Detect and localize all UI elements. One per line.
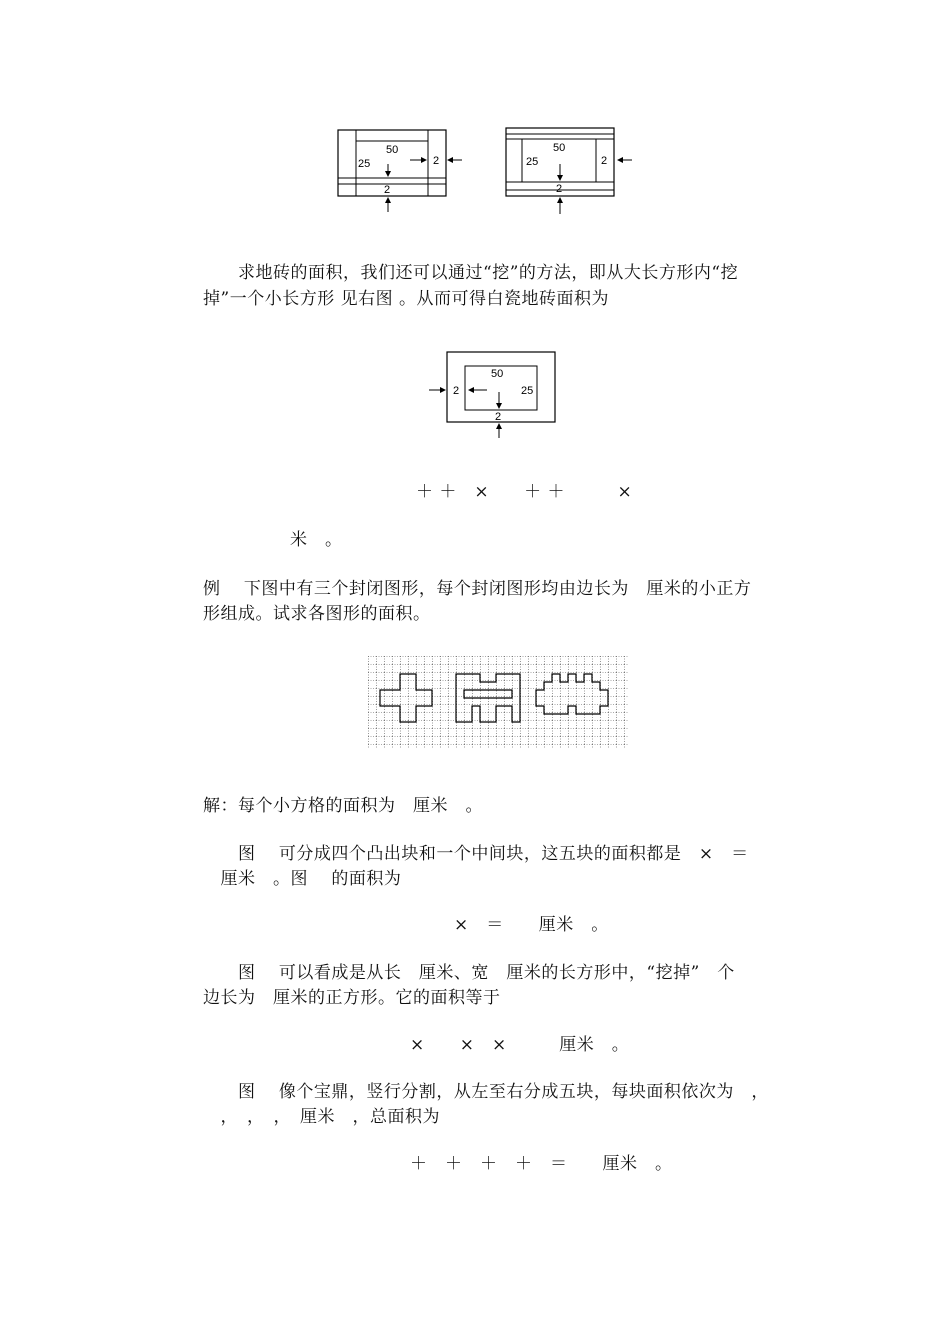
solution-line: 厘米 。图 的面积为 [203, 869, 402, 889]
result-line: 米 。 [290, 530, 343, 550]
solution-line: 边长为 厘米的正方形。它的面积等于 [203, 988, 501, 1008]
solution-line: ， ， ， 厘米 ，总面积为 [203, 1107, 440, 1127]
figure-top-left [330, 122, 470, 222]
height-label: 25 [358, 158, 371, 170]
solution-line: 图 可分成四个凸出块和一个中间块，这五块的面积都是 × ＝ [203, 844, 749, 864]
example-line: 例 下图中有三个封闭图形，每个封闭图形均由边长为 厘米的小正方 [203, 579, 752, 599]
side-label: 2 [453, 385, 460, 397]
solution-formula: ＋ ＋ ＋ ＋ ＝ 厘米 。 [410, 1154, 673, 1174]
formula-line: ＋ ＋ × ＋ ＋ × [416, 482, 633, 502]
bottom-label: 2 [556, 183, 563, 195]
bottom-label: 2 [495, 411, 502, 423]
side-label: 2 [601, 155, 608, 167]
example-line: 形组成。试求各图形的面积。 [203, 604, 431, 624]
solution-formula: × × × 厘米 。 [410, 1035, 630, 1055]
grid-figure [368, 656, 630, 750]
width-label: 50 [553, 142, 566, 154]
side-label: 2 [433, 155, 440, 167]
width-label: 50 [386, 144, 399, 156]
paragraph-line: 掉”一个小长方形 见右图 。从而可得白瓷地砖面积为 [203, 289, 609, 309]
solution-line: 图 可以看成是从长 厘米、宽 厘米的长方形中，“挖掉” 个 [203, 963, 735, 983]
height-label: 25 [526, 156, 539, 168]
paragraph-line: 求地砖的面积，我们还可以通过“挖”的方法，即从大长方形内“挖 [203, 263, 739, 283]
bottom-label: 2 [384, 184, 391, 196]
solution-line: 图 像个宝鼎，竖行分割，从左至右分成五块，每块面积依次为 ， [203, 1082, 769, 1102]
solution-intro: 解：每个小方格的面积为 厘米 。 [203, 796, 483, 816]
figure-middle [425, 346, 565, 442]
width-label: 50 [491, 368, 504, 380]
figure-top-right [500, 120, 640, 220]
height-label: 25 [521, 385, 534, 397]
solution-formula: × ＝ 厘米 。 [454, 915, 609, 935]
